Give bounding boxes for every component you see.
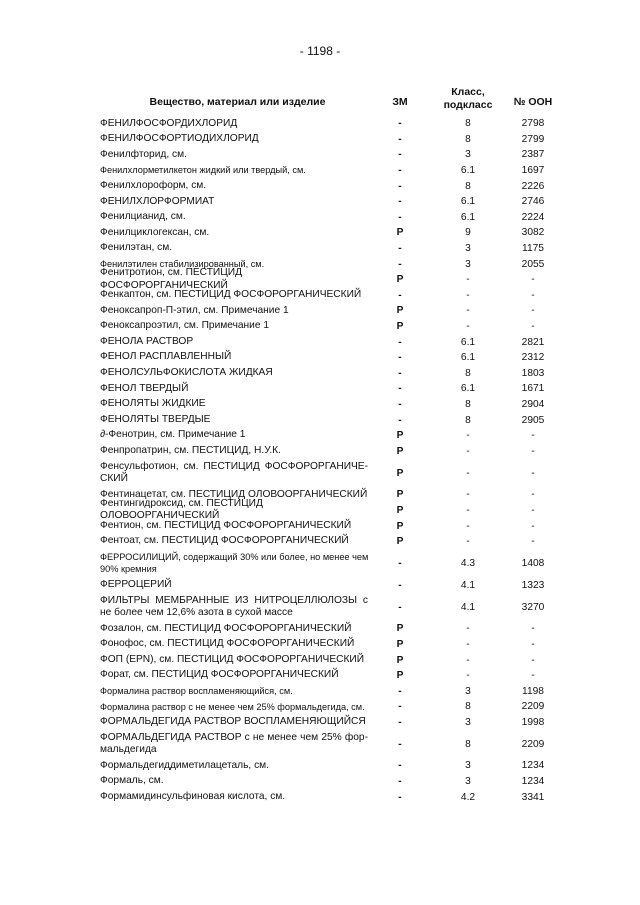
- zm-mark: -: [398, 211, 402, 223]
- table-row: [95, 715, 565, 731]
- un-number: 1697: [521, 165, 545, 177]
- table-row: [95, 397, 565, 413]
- table-row: [95, 334, 565, 350]
- substance-name-text: Формаль, см.: [100, 775, 164, 787]
- zm-mark: Р: [396, 321, 404, 333]
- un-number: 1175: [522, 243, 544, 255]
- substance-name: [100, 334, 370, 350]
- header-zm: ЗМ: [392, 96, 408, 108]
- class-value: 4.2: [460, 791, 476, 803]
- zm-mark: Р: [396, 227, 404, 239]
- class-value: 3: [465, 716, 471, 728]
- substance-name-text: Фенилхлороформ, см.: [100, 179, 207, 191]
- table-row: [95, 652, 565, 668]
- class-value: 6.1: [460, 383, 476, 395]
- table-row: [95, 194, 565, 210]
- substance-name-text: Фенитротион, см. ПЕСТИЦИД ФОСФОРОРГАНИЧЕСКИЙ: [100, 267, 243, 291]
- un-number: -: [531, 623, 535, 635]
- zm-mark: -: [398, 367, 402, 379]
- substance-name-text: ФЕНОЛ РАСПЛАВЛЕННЫЙ: [100, 351, 232, 363]
- class-value: 8: [465, 180, 471, 192]
- un-number: 3270: [521, 601, 545, 613]
- un-number: -: [531, 489, 535, 501]
- table-row: [95, 789, 565, 805]
- table-row: [95, 225, 565, 241]
- un-number: 2387: [521, 149, 545, 161]
- substance-name-text: ФЕНИЛХЛОРФОРМИАТ: [100, 195, 215, 207]
- class-value: 6.1: [460, 165, 476, 177]
- un-number: 2905: [521, 414, 545, 426]
- table-row: [95, 534, 565, 550]
- substance-name-text: ФЕНОЛЯТЫ ТВЕРДЫЕ: [100, 413, 211, 425]
- table-row: [95, 267, 565, 291]
- substance-name: [100, 715, 370, 731]
- substance-name-text: Фенкаптон, см. ПЕСТИЦИД ФОСФОРОРГАНИЧЕСКИЙ: [100, 289, 362, 301]
- substance-name: [100, 319, 370, 335]
- table-row: [95, 621, 565, 637]
- zm-mark: -: [398, 601, 402, 613]
- substance-name: [100, 637, 370, 653]
- substance-name: [100, 366, 370, 382]
- class-value: 8: [465, 367, 471, 379]
- substance-name: [100, 758, 370, 774]
- substance-name-text: Фонофос, см. ПЕСТИЦИД ФОСФОРОРГАНИЧЕСКИЙ: [100, 638, 355, 650]
- un-number: -: [531, 520, 535, 532]
- substance-name-text: ФЕРРОЦЕРИЙ: [100, 578, 172, 590]
- substance-name: [100, 303, 370, 319]
- table-row: [95, 412, 565, 428]
- class-value: 8: [465, 738, 471, 750]
- class-value: 4.1: [460, 579, 476, 591]
- un-number: 1323: [521, 579, 545, 591]
- substance-name: [100, 381, 370, 397]
- table-row: [95, 668, 565, 684]
- un-number: 2224: [521, 211, 545, 223]
- class-value: -: [466, 654, 470, 666]
- zm-mark: Р: [396, 445, 404, 457]
- header-un: № ООН: [513, 96, 553, 108]
- un-number: 2904: [521, 398, 545, 410]
- un-number: -: [531, 536, 535, 548]
- table-row: [95, 730, 565, 758]
- table-row: [95, 210, 565, 226]
- zm-mark: -: [398, 258, 402, 270]
- header-class: [438, 86, 498, 112]
- zm-mark: -: [398, 352, 402, 364]
- substance-name: [100, 621, 370, 637]
- zm-mark: Р: [396, 504, 404, 516]
- class-value: 8: [465, 398, 471, 410]
- table-row: [95, 518, 565, 534]
- substance-name-text: ФЕРРОСИЛИЦИЙ, содержащий 30% или более, но менее чем 90% кремния: [100, 551, 369, 575]
- substance-table: [95, 116, 565, 805]
- substance-name-text: ФЕНИЛФОСФОРТИОДИХЛОРИД: [100, 133, 259, 145]
- zm-mark: -: [398, 165, 402, 177]
- zm-mark: Р: [396, 536, 404, 548]
- table-row: [95, 758, 565, 774]
- class-value: 6.1: [460, 211, 476, 223]
- un-number: 2799: [521, 133, 545, 145]
- table-header: [95, 86, 565, 118]
- substance-name: [100, 699, 370, 715]
- substance-name-text: Форат, см. ПЕСТИЦИД ФОСФОРОРГАНИЧЕСКИЙ: [100, 669, 339, 681]
- un-number: 2209: [521, 701, 545, 713]
- zm-mark: -: [398, 383, 402, 395]
- zm-mark: Р: [396, 654, 404, 666]
- substance-name-text: Фентингидроксид, см. ПЕСТИЦИД ОЛОВООРГАНИЧЕСКИЙ: [100, 497, 263, 522]
- zm-mark: -: [398, 149, 402, 161]
- class-value: 3: [465, 258, 471, 270]
- zm-mark: -: [398, 738, 402, 750]
- un-number: -: [531, 289, 535, 301]
- un-number: 1234: [521, 776, 545, 788]
- table-row: [95, 428, 565, 444]
- zm-mark: Р: [396, 489, 404, 501]
- substance-name-text: ФЕНОЛСУЛЬФОКИСЛОТА ЖИДКАЯ: [100, 367, 273, 379]
- substance-name-text: Фенилхлорметилкетон жидкий или твердый, см.: [100, 165, 306, 176]
- zm-mark: -: [398, 776, 402, 788]
- table-row: [95, 319, 565, 335]
- zm-mark: -: [398, 118, 402, 130]
- class-value: 6.1: [460, 352, 476, 364]
- class-value: -: [466, 623, 470, 635]
- un-number: 3082: [521, 227, 545, 239]
- class-value: 8: [465, 133, 471, 145]
- substance-name-text: Фенсульфотион, см. ПЕСТИЦИД ФОСФОРОРГАНИЧЕ-СКИЙ: [100, 460, 368, 485]
- substance-name-text: Фентоат, см. ПЕСТИЦИД ФОСФОРОРГАНИЧЕСКИЙ: [100, 535, 349, 547]
- class-value: 8: [465, 414, 471, 426]
- class-value: 4.1: [460, 601, 476, 613]
- substance-name: [100, 497, 370, 522]
- zm-mark: Р: [396, 305, 404, 317]
- class-value: -: [466, 520, 470, 532]
- table-row: [95, 593, 565, 621]
- substance-name: [100, 288, 370, 304]
- substance-name: [100, 443, 370, 459]
- table-row: [95, 178, 565, 194]
- un-number: 2226: [521, 180, 545, 192]
- zm-mark: -: [398, 414, 402, 426]
- zm-mark: Р: [396, 638, 404, 650]
- zm-mark: -: [398, 243, 402, 255]
- table-row: [95, 774, 565, 790]
- class-value: -: [466, 504, 470, 516]
- table-row: [95, 132, 565, 148]
- table-row: [95, 350, 565, 366]
- class-value: -: [466, 536, 470, 548]
- zm-mark: -: [398, 289, 402, 301]
- substance-name: [100, 267, 370, 291]
- un-number: -: [531, 274, 535, 286]
- substance-name-text: Фенилцианид, см.: [100, 211, 186, 223]
- substance-name: [100, 163, 370, 179]
- substance-name: [100, 577, 370, 593]
- table-row: [95, 683, 565, 699]
- zm-mark: Р: [396, 520, 404, 532]
- class-value: -: [466, 289, 470, 301]
- un-number: 2798: [521, 118, 545, 130]
- substance-name: [100, 683, 370, 699]
- substance-name-text: Фенилэтилен стабилизированный, см.: [100, 258, 265, 269]
- table-row: [95, 288, 565, 304]
- table-row: [95, 381, 565, 397]
- un-number: 2055: [521, 258, 545, 270]
- substance-name-text: Феноксапроп-П-этил, см. Примечание 1: [100, 304, 289, 316]
- class-value: -: [466, 467, 470, 479]
- substance-name: [100, 593, 370, 621]
- zm-mark: -: [398, 791, 402, 803]
- un-number: -: [531, 638, 535, 650]
- substance-name-text: Фенпропатрин, см. ПЕСТИЦИД, Н.У.К.: [100, 445, 281, 457]
- un-number: 2821: [521, 336, 545, 348]
- header-class-line1: Класс,: [451, 86, 485, 98]
- table-row: [95, 366, 565, 382]
- un-number: -: [531, 430, 535, 442]
- substance-name: [100, 178, 370, 194]
- class-value: 3: [465, 760, 471, 772]
- class-value: -: [466, 489, 470, 501]
- zm-mark: Р: [396, 274, 404, 286]
- table-row: [95, 443, 565, 459]
- class-value: 3: [465, 685, 471, 697]
- zm-mark: -: [398, 336, 402, 348]
- class-value: -: [466, 638, 470, 650]
- zm-mark: -: [398, 701, 402, 713]
- class-value: -: [466, 670, 470, 682]
- substance-name: [100, 147, 370, 163]
- class-value: 6.1: [460, 196, 476, 208]
- zm-mark: -: [398, 133, 402, 145]
- substance-name: [100, 241, 370, 257]
- table-row: [95, 163, 565, 179]
- zm-mark: -: [398, 180, 402, 192]
- substance-name: [100, 397, 370, 413]
- un-number: -: [531, 504, 535, 516]
- substance-name: [100, 774, 370, 790]
- substance-name-text: ФЕНОЛА РАСТВОР: [100, 335, 194, 347]
- substance-name: [100, 730, 370, 758]
- substance-name: [100, 549, 370, 577]
- class-value: 9: [465, 227, 471, 239]
- substance-name-text: Фенилциклогексан, см.: [100, 226, 210, 238]
- un-number: -: [531, 321, 535, 333]
- substance-name: [100, 518, 370, 534]
- class-value: -: [466, 274, 470, 286]
- class-value: -: [466, 321, 470, 333]
- un-number: 1803: [521, 367, 545, 379]
- class-value: 3: [465, 149, 471, 161]
- class-value: -: [466, 445, 470, 457]
- substance-name: [100, 210, 370, 226]
- un-number: 1671: [521, 383, 545, 395]
- un-number: -: [531, 467, 535, 479]
- substance-name: [100, 652, 370, 668]
- zm-mark: -: [398, 579, 402, 591]
- zm-mark: -: [398, 760, 402, 772]
- substance-name: [100, 789, 370, 805]
- un-number: 1234: [521, 760, 545, 772]
- table-row: [95, 497, 565, 522]
- table-row: [95, 549, 565, 577]
- zm-mark: Р: [396, 623, 404, 635]
- class-value: 6.1: [460, 336, 476, 348]
- class-value: 3: [465, 243, 471, 255]
- substance-name-text: Формамидинсульфиновая кислота, см.: [100, 790, 286, 802]
- substance-name-text: ∂-Фенотрин, см. Примечание 1: [100, 429, 246, 441]
- class-value: 8: [465, 118, 471, 130]
- substance-name-text: ФЕНОЛ ТВЕРДЫЙ: [100, 382, 189, 394]
- substance-name: [100, 194, 370, 210]
- substance-name: [100, 459, 370, 487]
- header-substance: Вещество, материал или изделие: [149, 96, 326, 108]
- class-value: -: [466, 430, 470, 442]
- table-row: [95, 637, 565, 653]
- substance-name: [100, 668, 370, 684]
- substance-name: [100, 116, 370, 132]
- un-number: 1198: [522, 685, 544, 697]
- substance-name-text: Феноксапроэтил, см. Примечание 1: [100, 320, 270, 332]
- un-number: -: [531, 445, 535, 457]
- class-value: -: [466, 305, 470, 317]
- un-number: 2209: [521, 738, 545, 750]
- un-number: -: [531, 305, 535, 317]
- page-number: - 1198 -: [299, 44, 341, 58]
- class-value: 8: [465, 701, 471, 713]
- table-row: [95, 116, 565, 132]
- substance-name: [100, 428, 370, 444]
- substance-name-text: ФОП (EPN), см. ПЕСТИЦИД ФОСФОРОРГАНИЧЕСКИЙ: [100, 653, 365, 665]
- substance-name-text: Фенилэтан, см.: [100, 242, 173, 254]
- substance-name-text: Фенилфторид, см.: [100, 148, 187, 160]
- table-row: [95, 241, 565, 257]
- substance-name-text: Фозалон, см. ПЕСТИЦИД ФОСФОРОРГАНИЧЕСКИЙ: [100, 622, 352, 634]
- substance-name: [100, 412, 370, 428]
- substance-name-text: Фентион, см. ПЕСТИЦИД ФОСФОРОРГАНИЧЕСКИЙ: [100, 519, 352, 531]
- substance-name-text: ФИЛЬТРЫ МЕМБРАННЫЕ ИЗ НИТРОЦЕЛЛЮЛОЗЫ с не более чем 12,6% азота в сухой массе: [100, 594, 368, 619]
- zm-mark: -: [398, 716, 402, 728]
- substance-name-text: Формалина раствор с не менее чем 25% формальдегида, см.: [100, 701, 365, 712]
- zm-mark: -: [398, 685, 402, 697]
- un-number: 1408: [521, 557, 545, 569]
- un-number: -: [531, 654, 535, 666]
- substance-name-text: ФОРМАЛЬДЕГИДА РАСТВОР ВОСПЛАМЕНЯЮЩИЙСЯ: [100, 716, 366, 728]
- zm-mark: -: [398, 398, 402, 410]
- header-class-line2: подкласс: [443, 99, 493, 111]
- substance-name-text: ФЕНОЛЯТЫ ЖИДКИЕ: [100, 398, 206, 410]
- substance-name: [100, 225, 370, 241]
- un-number: -: [531, 670, 535, 682]
- zm-mark: Р: [396, 670, 404, 682]
- un-number: 2312: [521, 352, 545, 364]
- un-number: 1998: [521, 716, 545, 728]
- class-value: 4.3: [460, 557, 476, 569]
- table-row: [95, 577, 565, 593]
- class-value: 3: [465, 776, 471, 788]
- table-row: [95, 147, 565, 163]
- substance-name-text: ФОРМАЛЬДЕГИДА РАСТВОР с не менее чем 25% фор-мальдегида: [100, 731, 368, 756]
- zm-mark: Р: [396, 467, 404, 479]
- un-number: 2746: [521, 196, 545, 208]
- substance-name-text: Фентинацетат, см. ПЕСТИЦИД ОЛОВООРГАНИЧЕСКИЙ: [100, 488, 368, 500]
- table-row: [95, 303, 565, 319]
- zm-mark: Р: [396, 430, 404, 442]
- zm-mark: -: [398, 196, 402, 208]
- substance-name: [100, 350, 370, 366]
- substance-name-text: ФЕНИЛФОСФОРДИХЛОРИД: [100, 117, 238, 129]
- substance-name: [100, 534, 370, 550]
- substance-name-text: Формалина раствор воспламеняющийся, см.: [100, 685, 293, 696]
- table-row: [95, 699, 565, 715]
- substance-name-text: Формальдегиддиметилацеталь, см.: [100, 759, 269, 771]
- un-number: 3341: [521, 791, 545, 803]
- table-row: [95, 459, 565, 487]
- substance-name: [100, 132, 370, 148]
- zm-mark: -: [398, 557, 402, 569]
